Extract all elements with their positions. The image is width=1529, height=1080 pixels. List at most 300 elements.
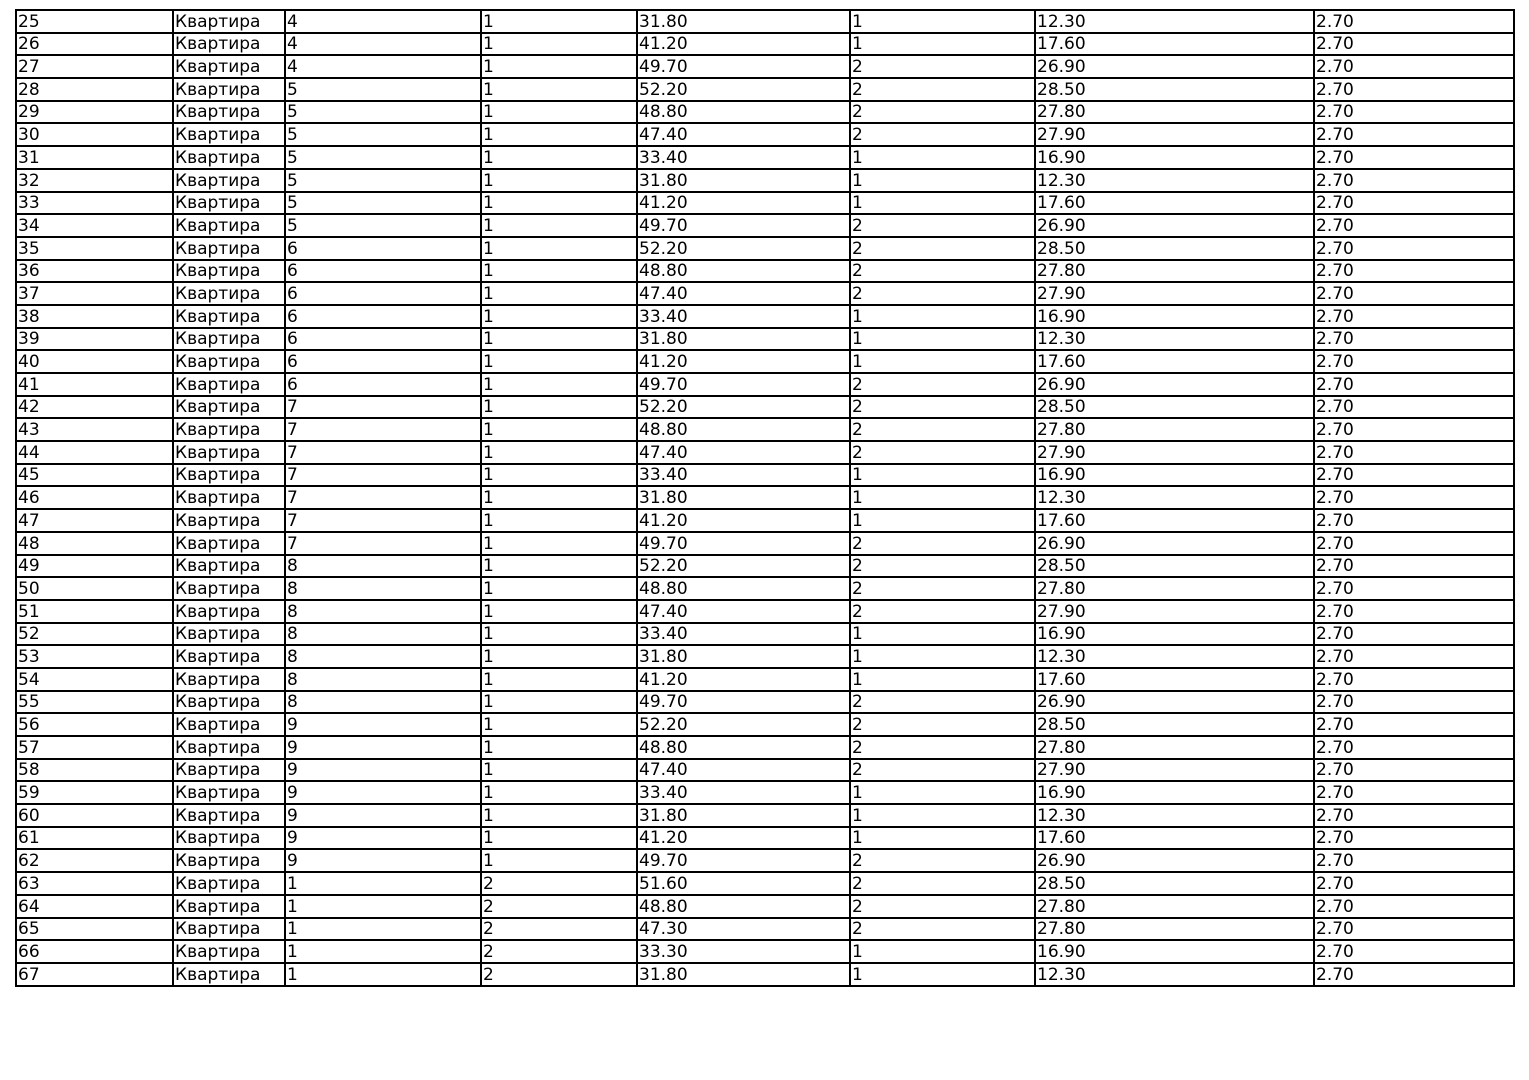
apartment-number-cell: 53 [16, 645, 173, 668]
living-area-cell: 17.60 [1035, 827, 1314, 850]
apartment-number-cell: 41 [16, 373, 173, 396]
living-area-cell: 16.90 [1035, 305, 1314, 328]
apartment-number-cell: 29 [16, 101, 173, 124]
section-cell: 1 [481, 849, 637, 872]
floor-cell: 7 [285, 486, 481, 509]
property-type-cell: Квартира [173, 146, 285, 169]
floor-cell: 8 [285, 623, 481, 646]
ceiling-height-cell: 2.70 [1314, 713, 1514, 736]
table-row [16, 668, 1514, 691]
ceiling-height-cell: 2.70 [1314, 736, 1514, 759]
rooms-cell: 2 [850, 396, 1035, 419]
property-type-cell: Квартира [173, 10, 285, 33]
total-area-cell: 41.20 [637, 192, 850, 215]
total-area-cell: 48.80 [637, 577, 850, 600]
table-row [16, 781, 1514, 804]
section-cell: 1 [481, 464, 637, 487]
section-cell: 1 [481, 577, 637, 600]
apartment-number-cell: 65 [16, 918, 173, 941]
apartment-number-cell: 44 [16, 441, 173, 464]
floor-cell: 8 [285, 691, 481, 714]
living-area-cell: 12.30 [1035, 963, 1314, 986]
table-row [16, 441, 1514, 464]
table-row [16, 33, 1514, 56]
floor-cell: 4 [285, 33, 481, 56]
ceiling-height-cell: 2.70 [1314, 10, 1514, 33]
living-area-cell: 27.80 [1035, 736, 1314, 759]
ceiling-height-cell: 2.70 [1314, 577, 1514, 600]
section-cell: 1 [481, 169, 637, 192]
total-area-cell: 49.70 [637, 55, 850, 78]
property-type-cell: Квартира [173, 918, 285, 941]
apartment-number-cell: 32 [16, 169, 173, 192]
ceiling-height-cell: 2.70 [1314, 214, 1514, 237]
section-cell: 1 [481, 804, 637, 827]
apartment-number-cell: 40 [16, 350, 173, 373]
total-area-cell: 48.80 [637, 260, 850, 283]
section-cell: 2 [481, 940, 637, 963]
property-type-cell: Квартира [173, 214, 285, 237]
floor-cell: 5 [285, 214, 481, 237]
property-type-cell: Квартира [173, 33, 285, 56]
floor-cell: 1 [285, 963, 481, 986]
property-type-cell: Квартира [173, 373, 285, 396]
living-area-cell: 16.90 [1035, 623, 1314, 646]
floor-cell: 5 [285, 146, 481, 169]
rooms-cell: 2 [850, 532, 1035, 555]
ceiling-height-cell: 2.70 [1314, 804, 1514, 827]
total-area-cell: 52.20 [637, 237, 850, 260]
apartment-number-cell: 37 [16, 282, 173, 305]
rooms-cell: 2 [850, 736, 1035, 759]
total-area-cell: 31.80 [637, 963, 850, 986]
apartment-number-cell: 50 [16, 577, 173, 600]
floor-cell: 6 [285, 328, 481, 351]
property-type-cell: Квартира [173, 169, 285, 192]
property-type-cell: Квартира [173, 441, 285, 464]
floor-cell: 1 [285, 918, 481, 941]
section-cell: 2 [481, 918, 637, 941]
section-cell: 1 [481, 101, 637, 124]
ceiling-height-cell: 2.70 [1314, 237, 1514, 260]
apartment-number-cell: 35 [16, 237, 173, 260]
rooms-cell: 2 [850, 713, 1035, 736]
rooms-cell: 2 [850, 577, 1035, 600]
total-area-cell: 48.80 [637, 101, 850, 124]
total-area-cell: 49.70 [637, 691, 850, 714]
table-row [16, 373, 1514, 396]
rooms-cell: 1 [850, 645, 1035, 668]
ceiling-height-cell: 2.70 [1314, 418, 1514, 441]
ceiling-height-cell: 2.70 [1314, 260, 1514, 283]
table-row [16, 10, 1514, 33]
ceiling-height-cell: 2.70 [1314, 940, 1514, 963]
total-area-cell: 49.70 [637, 849, 850, 872]
living-area-cell: 27.80 [1035, 577, 1314, 600]
total-area-cell: 33.30 [637, 940, 850, 963]
ceiling-height-cell: 2.70 [1314, 55, 1514, 78]
property-type-cell: Квартира [173, 713, 285, 736]
property-type-cell: Квартира [173, 55, 285, 78]
table-row [16, 464, 1514, 487]
section-cell: 1 [481, 736, 637, 759]
section-cell: 1 [481, 759, 637, 782]
property-type-cell: Квартира [173, 577, 285, 600]
property-type-cell: Квартира [173, 849, 285, 872]
apartment-number-cell: 62 [16, 849, 173, 872]
property-type-cell: Квартира [173, 532, 285, 555]
apartment-number-cell: 42 [16, 396, 173, 419]
apartment-number-cell: 28 [16, 78, 173, 101]
living-area-cell: 17.60 [1035, 192, 1314, 215]
total-area-cell: 47.40 [637, 123, 850, 146]
total-area-cell: 49.70 [637, 532, 850, 555]
floor-cell: 5 [285, 78, 481, 101]
table-row [16, 736, 1514, 759]
table-row [16, 305, 1514, 328]
section-cell: 2 [481, 895, 637, 918]
table-body [16, 10, 1514, 986]
property-type-cell: Квартира [173, 804, 285, 827]
ceiling-height-cell: 2.70 [1314, 146, 1514, 169]
floor-cell: 1 [285, 872, 481, 895]
floor-cell: 4 [285, 55, 481, 78]
section-cell: 1 [481, 418, 637, 441]
floor-cell: 7 [285, 441, 481, 464]
property-type-cell: Квартира [173, 350, 285, 373]
floor-cell: 8 [285, 555, 481, 578]
property-type-cell: Квартира [173, 237, 285, 260]
table-row [16, 555, 1514, 578]
apartment-number-cell: 48 [16, 532, 173, 555]
floor-cell: 5 [285, 169, 481, 192]
ceiling-height-cell: 2.70 [1314, 600, 1514, 623]
rooms-cell: 1 [850, 33, 1035, 56]
living-area-cell: 26.90 [1035, 849, 1314, 872]
apartment-number-cell: 66 [16, 940, 173, 963]
rooms-cell: 2 [850, 101, 1035, 124]
apartment-number-cell: 63 [16, 872, 173, 895]
apartment-number-cell: 59 [16, 781, 173, 804]
property-type-cell: Квартира [173, 781, 285, 804]
rooms-cell: 2 [850, 895, 1035, 918]
ceiling-height-cell: 2.70 [1314, 305, 1514, 328]
total-area-cell: 33.40 [637, 305, 850, 328]
property-type-cell: Квартира [173, 418, 285, 441]
table-row [16, 282, 1514, 305]
ceiling-height-cell: 2.70 [1314, 872, 1514, 895]
section-cell: 1 [481, 668, 637, 691]
table-row [16, 78, 1514, 101]
table-row [16, 101, 1514, 124]
ceiling-height-cell: 2.70 [1314, 123, 1514, 146]
floor-cell: 6 [285, 350, 481, 373]
ceiling-height-cell: 2.70 [1314, 509, 1514, 532]
living-area-cell: 27.90 [1035, 123, 1314, 146]
floor-cell: 9 [285, 849, 481, 872]
table-row [16, 55, 1514, 78]
ceiling-height-cell: 2.70 [1314, 645, 1514, 668]
ceiling-height-cell: 2.70 [1314, 555, 1514, 578]
section-cell: 1 [481, 827, 637, 850]
apartment-table [15, 9, 1515, 987]
apartment-number-cell: 45 [16, 464, 173, 487]
total-area-cell: 41.20 [637, 509, 850, 532]
total-area-cell: 52.20 [637, 713, 850, 736]
section-cell: 2 [481, 872, 637, 895]
living-area-cell: 16.90 [1035, 146, 1314, 169]
rooms-cell: 1 [850, 146, 1035, 169]
rooms-cell: 2 [850, 260, 1035, 283]
section-cell: 1 [481, 691, 637, 714]
rooms-cell: 2 [850, 872, 1035, 895]
living-area-cell: 12.30 [1035, 169, 1314, 192]
apartment-number-cell: 51 [16, 600, 173, 623]
total-area-cell: 47.40 [637, 441, 850, 464]
floor-cell: 8 [285, 645, 481, 668]
section-cell: 1 [481, 78, 637, 101]
total-area-cell: 49.70 [637, 373, 850, 396]
living-area-cell: 16.90 [1035, 781, 1314, 804]
total-area-cell: 33.40 [637, 781, 850, 804]
apartment-number-cell: 47 [16, 509, 173, 532]
section-cell: 1 [481, 123, 637, 146]
apartment-number-cell: 43 [16, 418, 173, 441]
total-area-cell: 47.40 [637, 600, 850, 623]
table-row [16, 532, 1514, 555]
section-cell: 1 [481, 781, 637, 804]
section-cell: 1 [481, 713, 637, 736]
table-row [16, 123, 1514, 146]
property-type-cell: Квартира [173, 464, 285, 487]
ceiling-height-cell: 2.70 [1314, 350, 1514, 373]
section-cell: 1 [481, 532, 637, 555]
table-row [16, 872, 1514, 895]
property-type-cell: Квартира [173, 260, 285, 283]
total-area-cell: 31.80 [637, 804, 850, 827]
apartment-number-cell: 54 [16, 668, 173, 691]
property-type-cell: Квартира [173, 940, 285, 963]
apartment-number-cell: 52 [16, 623, 173, 646]
total-area-cell: 33.40 [637, 623, 850, 646]
apartment-number-cell: 58 [16, 759, 173, 782]
rooms-cell: 2 [850, 759, 1035, 782]
rooms-cell: 2 [850, 282, 1035, 305]
total-area-cell: 47.30 [637, 918, 850, 941]
apartment-number-cell: 57 [16, 736, 173, 759]
apartment-number-cell: 39 [16, 328, 173, 351]
living-area-cell: 27.80 [1035, 418, 1314, 441]
rooms-cell: 1 [850, 804, 1035, 827]
living-area-cell: 28.50 [1035, 872, 1314, 895]
table-row [16, 713, 1514, 736]
total-area-cell: 52.20 [637, 555, 850, 578]
apartment-number-cell: 27 [16, 55, 173, 78]
total-area-cell: 41.20 [637, 827, 850, 850]
apartment-table-sheet [15, 9, 1515, 987]
section-cell: 1 [481, 192, 637, 215]
property-type-cell: Квартира [173, 192, 285, 215]
apartment-number-cell: 31 [16, 146, 173, 169]
ceiling-height-cell: 2.70 [1314, 78, 1514, 101]
living-area-cell: 27.80 [1035, 918, 1314, 941]
floor-cell: 7 [285, 509, 481, 532]
living-area-cell: 16.90 [1035, 464, 1314, 487]
table-row [16, 849, 1514, 872]
total-area-cell: 47.40 [637, 282, 850, 305]
floor-cell: 9 [285, 736, 481, 759]
ceiling-height-cell: 2.70 [1314, 282, 1514, 305]
table-row [16, 328, 1514, 351]
total-area-cell: 48.80 [637, 736, 850, 759]
total-area-cell: 48.80 [637, 895, 850, 918]
ceiling-height-cell: 2.70 [1314, 486, 1514, 509]
apartment-number-cell: 61 [16, 827, 173, 850]
ceiling-height-cell: 2.70 [1314, 33, 1514, 56]
property-type-cell: Квартира [173, 305, 285, 328]
living-area-cell: 26.90 [1035, 373, 1314, 396]
total-area-cell: 31.80 [637, 169, 850, 192]
table-row [16, 396, 1514, 419]
table-row [16, 940, 1514, 963]
total-area-cell: 41.20 [637, 33, 850, 56]
property-type-cell: Квартира [173, 282, 285, 305]
property-type-cell: Квартира [173, 827, 285, 850]
section-cell: 1 [481, 10, 637, 33]
table-row [16, 418, 1514, 441]
floor-cell: 5 [285, 123, 481, 146]
rooms-cell: 1 [850, 464, 1035, 487]
apartment-number-cell: 64 [16, 895, 173, 918]
table-row [16, 260, 1514, 283]
floor-cell: 4 [285, 10, 481, 33]
rooms-cell: 2 [850, 555, 1035, 578]
table-row [16, 237, 1514, 260]
rooms-cell: 1 [850, 963, 1035, 986]
apartment-number-cell: 60 [16, 804, 173, 827]
apartment-number-cell: 38 [16, 305, 173, 328]
floor-cell: 7 [285, 418, 481, 441]
floor-cell: 9 [285, 713, 481, 736]
apartment-number-cell: 49 [16, 555, 173, 578]
rooms-cell: 1 [850, 328, 1035, 351]
floor-cell: 8 [285, 577, 481, 600]
ceiling-height-cell: 2.70 [1314, 668, 1514, 691]
property-type-cell: Квартира [173, 623, 285, 646]
living-area-cell: 28.50 [1035, 713, 1314, 736]
property-type-cell: Квартира [173, 963, 285, 986]
living-area-cell: 27.90 [1035, 600, 1314, 623]
section-cell: 1 [481, 623, 637, 646]
floor-cell: 9 [285, 759, 481, 782]
rooms-cell: 1 [850, 10, 1035, 33]
ceiling-height-cell: 2.70 [1314, 192, 1514, 215]
section-cell: 1 [481, 509, 637, 532]
living-area-cell: 27.90 [1035, 282, 1314, 305]
rooms-cell: 2 [850, 600, 1035, 623]
rooms-cell: 1 [850, 940, 1035, 963]
living-area-cell: 12.30 [1035, 10, 1314, 33]
total-area-cell: 31.80 [637, 10, 850, 33]
rooms-cell: 1 [850, 305, 1035, 328]
property-type-cell: Квартира [173, 123, 285, 146]
apartment-number-cell: 67 [16, 963, 173, 986]
rooms-cell: 2 [850, 918, 1035, 941]
table-row [16, 146, 1514, 169]
property-type-cell: Квартира [173, 759, 285, 782]
rooms-cell: 2 [850, 441, 1035, 464]
rooms-cell: 2 [850, 123, 1035, 146]
ceiling-height-cell: 2.70 [1314, 464, 1514, 487]
floor-cell: 7 [285, 396, 481, 419]
living-area-cell: 28.50 [1035, 396, 1314, 419]
ceiling-height-cell: 2.70 [1314, 849, 1514, 872]
rooms-cell: 1 [850, 509, 1035, 532]
rooms-cell: 1 [850, 350, 1035, 373]
section-cell: 1 [481, 237, 637, 260]
table-row [16, 759, 1514, 782]
total-area-cell: 31.80 [637, 328, 850, 351]
floor-cell: 1 [285, 940, 481, 963]
table-row [16, 691, 1514, 714]
total-area-cell: 33.40 [637, 464, 850, 487]
ceiling-height-cell: 2.70 [1314, 396, 1514, 419]
floor-cell: 6 [285, 373, 481, 396]
table-row [16, 169, 1514, 192]
rooms-cell: 2 [850, 55, 1035, 78]
rooms-cell: 2 [850, 78, 1035, 101]
apartment-number-cell: 34 [16, 214, 173, 237]
rooms-cell: 2 [850, 418, 1035, 441]
ceiling-height-cell: 2.70 [1314, 441, 1514, 464]
property-type-cell: Квартира [173, 691, 285, 714]
section-cell: 2 [481, 963, 637, 986]
floor-cell: 5 [285, 192, 481, 215]
living-area-cell: 12.30 [1035, 645, 1314, 668]
table-row [16, 918, 1514, 941]
section-cell: 1 [481, 600, 637, 623]
rooms-cell: 1 [850, 169, 1035, 192]
ceiling-height-cell: 2.70 [1314, 691, 1514, 714]
total-area-cell: 47.40 [637, 759, 850, 782]
property-type-cell: Квартира [173, 328, 285, 351]
property-type-cell: Квартира [173, 396, 285, 419]
total-area-cell: 52.20 [637, 396, 850, 419]
rooms-cell: 1 [850, 827, 1035, 850]
floor-cell: 8 [285, 668, 481, 691]
living-area-cell: 26.90 [1035, 214, 1314, 237]
living-area-cell: 12.30 [1035, 486, 1314, 509]
total-area-cell: 48.80 [637, 418, 850, 441]
total-area-cell: 41.20 [637, 668, 850, 691]
property-type-cell: Квартира [173, 645, 285, 668]
table-row [16, 350, 1514, 373]
living-area-cell: 12.30 [1035, 804, 1314, 827]
total-area-cell: 52.20 [637, 78, 850, 101]
total-area-cell: 31.80 [637, 645, 850, 668]
property-type-cell: Квартира [173, 736, 285, 759]
apartment-number-cell: 25 [16, 10, 173, 33]
rooms-cell: 1 [850, 668, 1035, 691]
floor-cell: 6 [285, 282, 481, 305]
living-area-cell: 16.90 [1035, 940, 1314, 963]
section-cell: 1 [481, 33, 637, 56]
floor-cell: 8 [285, 600, 481, 623]
table-row [16, 577, 1514, 600]
floor-cell: 9 [285, 804, 481, 827]
total-area-cell: 51.60 [637, 872, 850, 895]
rooms-cell: 1 [850, 192, 1035, 215]
